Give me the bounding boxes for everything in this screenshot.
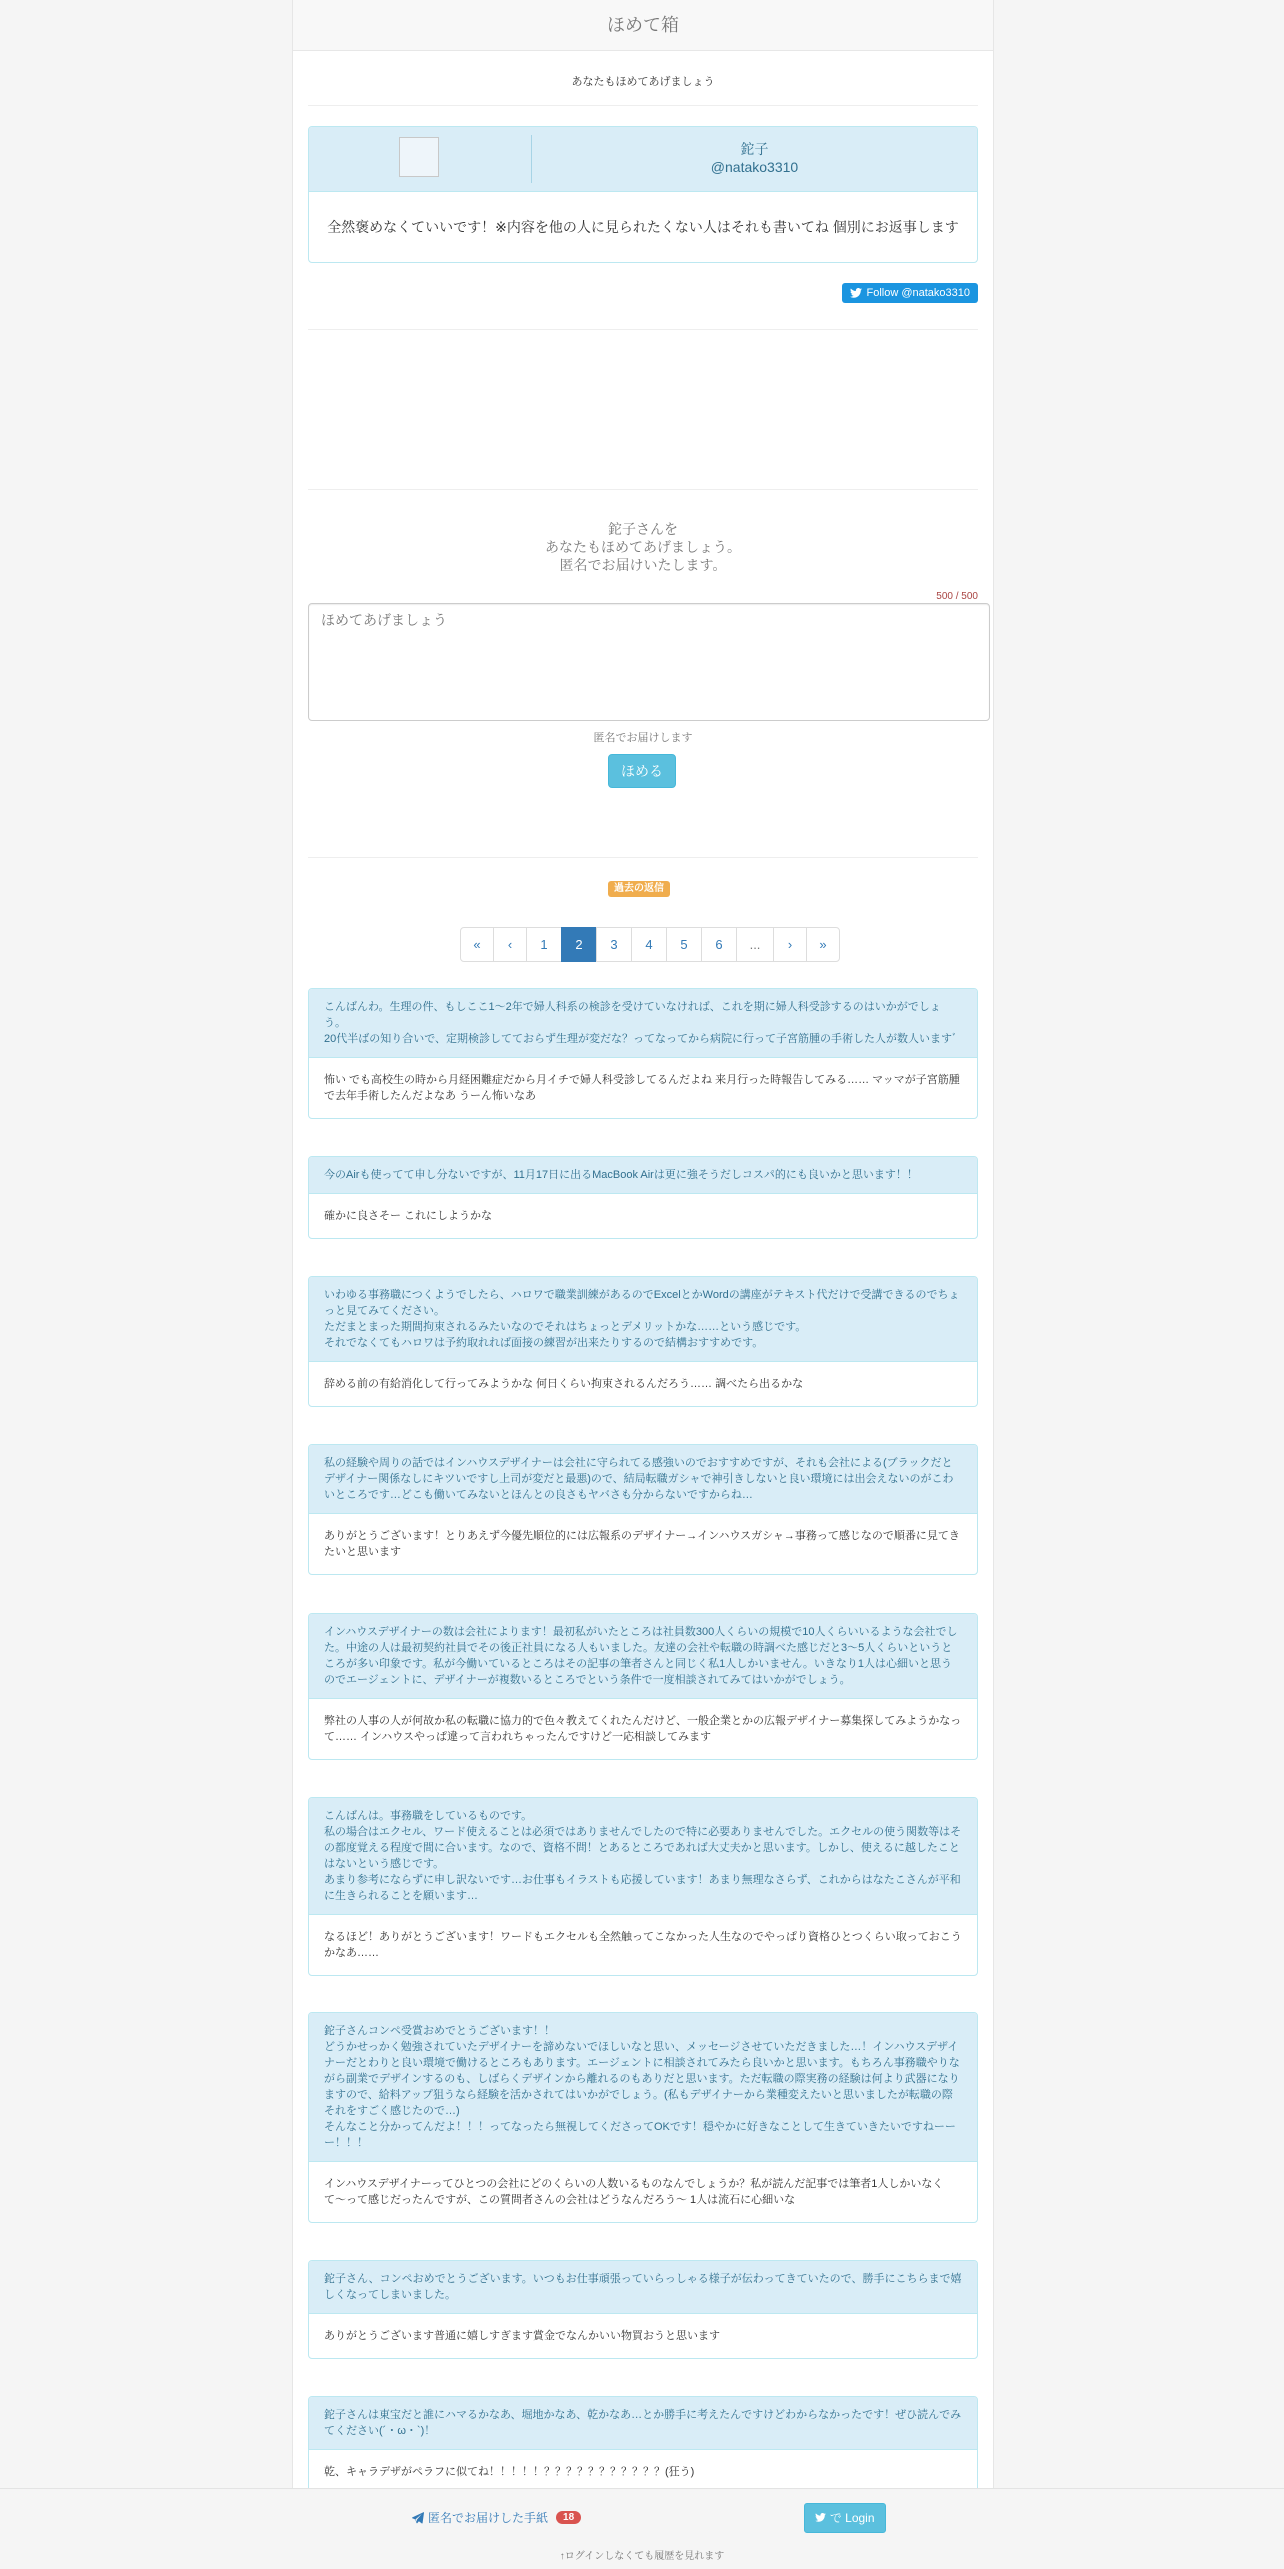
reply-card <box>308 1613 978 1760</box>
page-last[interactable]: » <box>806 927 840 962</box>
card-question: 今のAirも使ってて申し分ないですが、11月17日に出るMacBook Airは更に強そうだしコスパ的にも良いかと思います！！ <box>309 1157 977 1194</box>
page-prev[interactable]: ‹ <box>493 927 527 962</box>
reply-card <box>308 1797 978 1976</box>
card-answer: 怖い でも高校生の時から月経困難症だから月イチで婦人科受診してるんだよね 来月行った時報告してみる…… マッマが子宮筋腫で去年手術したんだよなあ うーん怖いなあ <box>324 1074 960 1102</box>
history-note: ↑ログインしなくても履歴を見れます <box>559 2551 725 2562</box>
card-question: 鉈子さんは東宝だと誰にハマるかなあ、堀地かなあ、乾かなあ…とか勝手に考えたんですけどわからなかったです！ぜひ読んでみてください(´・ω・`)！ <box>309 2397 977 2450</box>
praise-textarea[interactable] <box>308 603 990 721</box>
divider <box>308 489 978 490</box>
twitter-bird-icon <box>850 288 862 298</box>
compose-instruction: あなたもほめてあげましょう。 <box>545 539 741 555</box>
divider <box>308 329 978 330</box>
card-question: インハウスデザイナーの数は会社によります！最初私がいたところは社員数300人くらいの規模で10人くらいいるような会社でした。中途の人は最初契約社員でその後正社員になる人もいました。友達の会社や転職の時調べた感じだと3〜5人くらいというところが多い印象です。私が今働いているところはその記事の筆者さんと同じく私1人しかいません。いきなり1人は心細いと思うのでエージェントに、デザイナーが複数いるところでという条件で一度相談されてみてはいかがでしょう。 <box>309 1614 977 1699</box>
sent-letters-link[interactable] <box>412 2509 581 2526</box>
card-answer: なるほど！ありがとうございます！ワードもエクセルも全然触ってこなかった人生なのでやっぱり資格ひとつくらい取っておこうかなあ…… <box>324 1931 962 1959</box>
anon-note: 匿名でお届けします <box>593 732 693 744</box>
card-question: こんばんわ。生理の件、もしここ1〜2年で婦人科系の検診を受けていなければ、これを期に婦人科受診するのはいかがでしょう。 20代半ばの知り合いで、定期検診してておらず生理が変だな？ってなってから病院に行って子宮筋腫の手術した人が数人いますﾞ <box>309 989 977 1058</box>
card-answer: 確かに良さそー これにしようかな <box>324 1210 493 1222</box>
card-question: 鉈子さんコンペ受賞おめでとうございます！！ どうかせっかく勉強されていたデザイナーを諦めないでほしいなと思い、メッセージさせていただきました…！インハウスデザイナーだとわりと良い環境で働けるところもあります。エージェントに相談されてみたら良いかと思います。もちろん事務職やりながら副業でデザインするのも、しばらくデザインから離れるのもありだと思います。ただ転職の際実務の経験は何より武器になりますので、給料アップ狙うなら経験を活かされてはいかがでしょう。(私もデザイナーから業種変えたいと思いましたが転職の際それをすごく感じたので…) そんなこと分かってんだよ！！！ってなったら無視してくださってOKです！穏やかに好きなことして生きていきたいですねーーー！！！ <box>309 2013 977 2162</box>
page-2[interactable]: 2 <box>561 927 597 962</box>
follow-label: Follow @natako3310 <box>866 287 970 299</box>
compose-heading <box>293 520 993 574</box>
profile-handle[interactable]: @natako3310 <box>710 159 799 175</box>
divider <box>308 857 978 858</box>
page-1[interactable]: 1 <box>526 927 562 962</box>
page-next[interactable]: › <box>773 927 807 962</box>
page-first[interactable]: « <box>460 927 494 962</box>
page-6[interactable]: 6 <box>701 927 737 962</box>
reply-card <box>308 2260 978 2359</box>
card-answer: 弊社の人事の人が何故か私の転職に協力的で色々教えてくれたんだけど、一般企業とかの広報デザイナー募集探してみようかなって…… インハウスやっぱ違って言われちゃったんですけど一応相談してみます <box>324 1715 962 1743</box>
login-label: で Login <box>829 2511 875 2525</box>
past-replies-label: 過去の返信 <box>608 881 670 897</box>
card-question: いわゆる事務職につくようでしたら、ハロワで職業訓練があるのでExcelとかWordの講座がテキスト代だけで受講できるのでちょっと見てみてください。 ただまとまった期間拘束されるみたいなのでそれはちょっとデメリットかな……という感じです。 それでなくてもハロワは予約取れれば面接の練習が出来たりするので結構おすすめです。 <box>309 1277 977 1362</box>
reply-card <box>308 1156 978 1239</box>
card-answer: 辞める前の有給消化して行ってみようかな 何日くらい拘束されるんだろう…… 調べたら出るかな <box>324 1378 804 1390</box>
profile-card <box>308 126 978 263</box>
app-title[interactable]: ほめて箱 <box>607 15 679 35</box>
reply-card <box>308 1276 978 1407</box>
main-container <box>292 0 994 2568</box>
twitter-follow-button[interactable] <box>842 283 978 303</box>
card-answer: インハウスデザイナーってひとつの会社にどのくらいの人数いるものなんでしょうか？私が読んだ記事では筆者1人しかいなくて〜って感じだったんですが、この質問者さんの会社はどうなんだろう〜 1人は流石に心細いな <box>324 2178 944 2206</box>
card-answer: ありがとうございます普通に嬉しすぎます賞金でなんかいい物買おうと思います <box>324 2330 720 2342</box>
bottom-bar <box>0 2488 1284 2569</box>
reply-card <box>308 2012 978 2223</box>
divider <box>308 105 978 106</box>
reply-card <box>308 988 978 1119</box>
card-question: こんばんは。事務職をしているものです。 私の場合はエクセル、ワード使えることは必須ではありませんでしたので特に必要ありませんでした。エクセルの使う関数等はその都度覚える程度で間に合います。なので、資格不問！とあるところであれば大丈夫かと思います。しかし、使えるに越したことはないという感じです。 あまり参考にならずに申し訳ないです…お仕事もイラストも応援しています！あまり無理なさらず、これからはなたこさんが平和に生きられることを願います… <box>309 1798 977 1915</box>
praise-submit-button[interactable]: ほめる <box>608 754 676 788</box>
send-icon <box>412 2512 424 2524</box>
pagination <box>461 927 840 962</box>
compose-recipient: 鉈子さんを <box>608 521 678 537</box>
navbar <box>293 0 993 51</box>
profile-name: 鉈子 <box>740 141 769 157</box>
page-subtitle: あなたもほめてあげましょう <box>571 76 715 88</box>
avatar <box>399 137 439 177</box>
sent-count-badge: 18 <box>556 2511 581 2524</box>
profile-header <box>309 127 977 192</box>
card-answer: 乾、キャラデザがペラフに似てね！！！！！？？？？？？？？？？？(狂う) <box>324 2466 695 2478</box>
card-answer: ありがとうございます！とりあえず今優先順位的には広報系のデザイナー→インハウスガシャ→事務って感じなので順番に見てきたいと思います <box>324 1530 960 1558</box>
card-question: 私の経験や周りの話ではインハウスデザイナーは会社に守られてる感強いのでおすすめですが、それも会社による(ブラックだとデザイナー関係なしにキツいですし上司が変だと最悪)ので、結局転職ガシャで神引きしないと良い環境には出会えないのがこわいところです…どこも働いてみないとほんとの良さもヤバさも分からないですからね… <box>309 1445 977 1514</box>
reply-card <box>308 2396 978 2495</box>
page-4[interactable]: 4 <box>631 927 667 962</box>
card-question: 鉈子さん、コンペおめでとうございます。いつもお仕事頑張っていらっしゃる様子が伝わってきていたので、勝手にこちらまで嬉しくなってしまいました。 <box>309 2261 977 2314</box>
compose-anon-notice: 匿名でお届けいたします。 <box>559 557 727 573</box>
page-ellipsis: ... <box>736 927 774 962</box>
profile-message: 全然褒めなくていいです！※内容を他の人に見られたくない人はそれも書いてね 個別にお返事します <box>327 219 959 235</box>
page-3[interactable]: 3 <box>596 927 632 962</box>
page-5[interactable]: 5 <box>666 927 702 962</box>
twitter-login-button[interactable] <box>804 2503 886 2533</box>
sent-letters-label: 匿名でお届けした手紙 <box>428 2511 549 2525</box>
reply-card <box>308 1444 978 1575</box>
twitter-bird-icon <box>815 2513 826 2522</box>
char-counter: 500 / 500 <box>936 591 978 602</box>
